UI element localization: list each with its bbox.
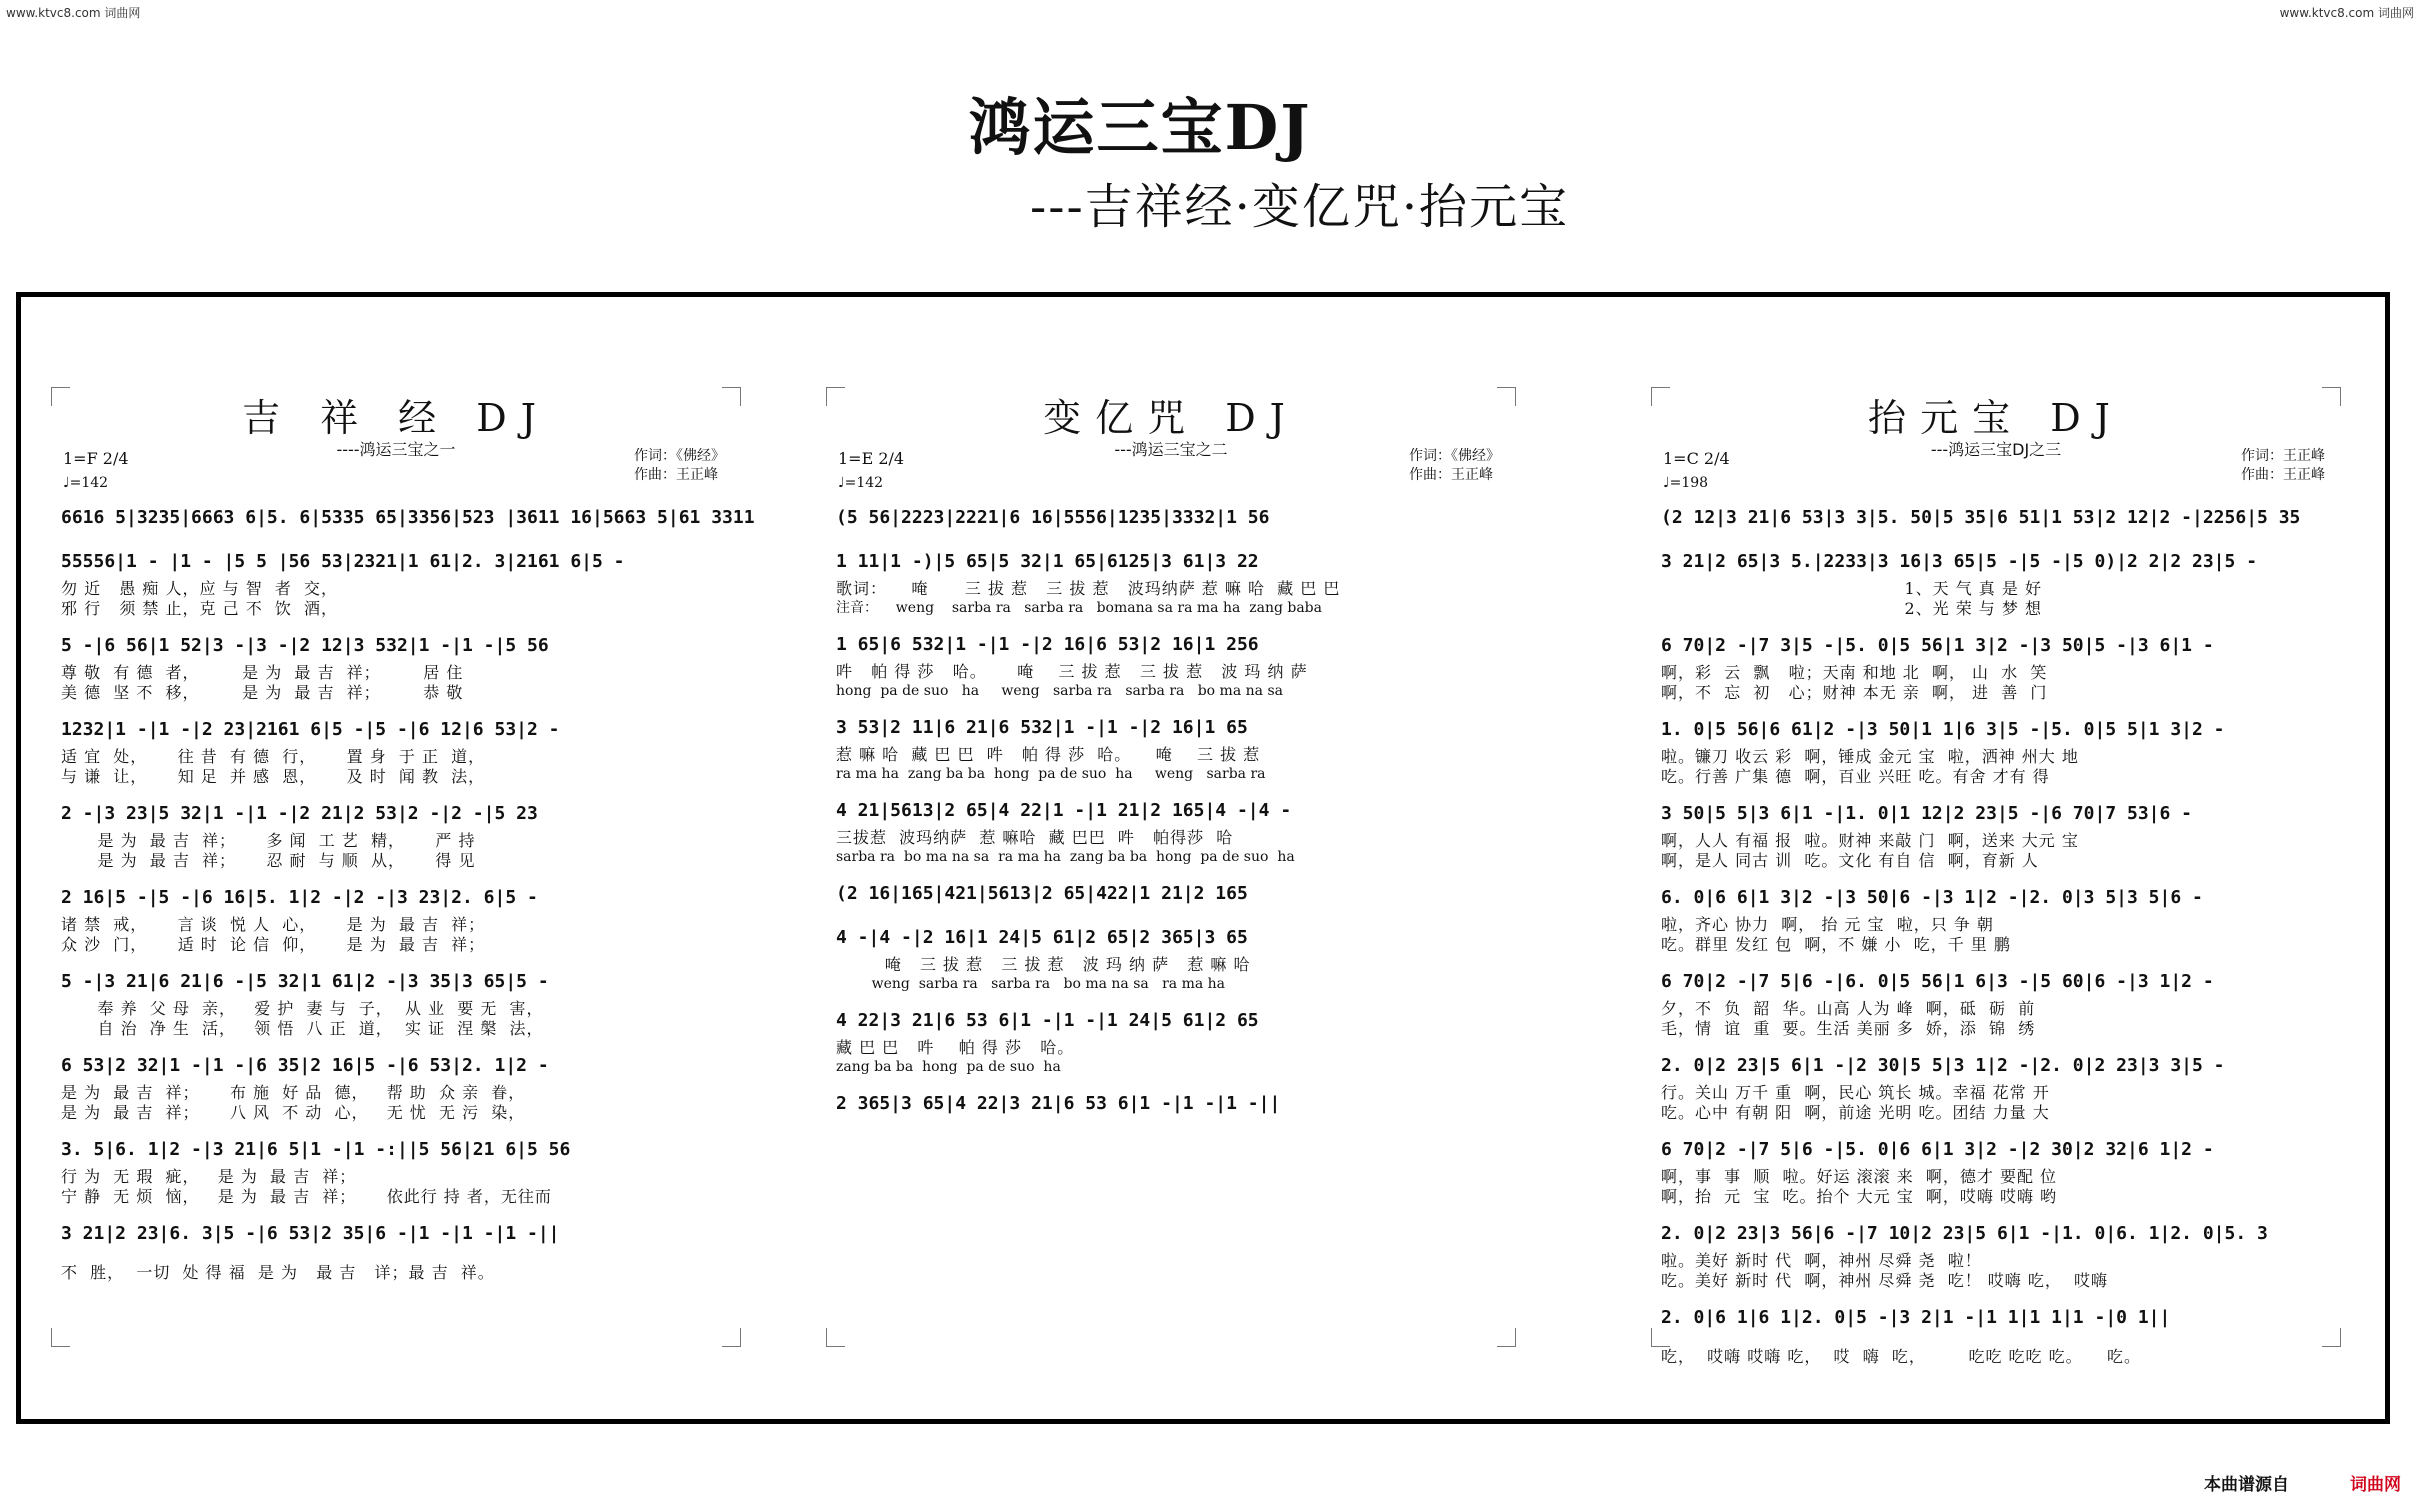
score-line [61, 1219, 731, 1263]
notation-line: 6 70|2 -|7 3|5 -|5. 0|5 56|1 3|2 -|3 50|5 -|3 6|1 - [1661, 635, 2214, 656]
score-body [61, 503, 755, 1295]
composer: 作曲：王正峰 [1409, 467, 1493, 483]
notation-line: (5 56|2223|2221|6 16|5556|1235|3332|1 56 [836, 507, 1270, 528]
score-line [61, 799, 731, 883]
score-line [1661, 1303, 2331, 1347]
credits [1409, 447, 1500, 485]
lyric-line: 吃。群里 发红 包 啊，不 嫌 小 吃，千 里 鹏 [1661, 935, 2011, 954]
footer-source-label: 本曲谱源自 [2204, 1475, 2289, 1495]
pinyin-line: sarba ra bo ma na sa ra ma ha zang ba ba hong pa de suo ha [836, 849, 1295, 865]
lyricist: 作词：《佛经》 [1409, 448, 1500, 464]
song-title: 吉 祥 经 DJ [242, 396, 550, 440]
score-line [836, 796, 1506, 879]
score-line [61, 547, 731, 631]
pinyin-line: zang ba ba hong pa de suo ha [836, 1059, 1061, 1075]
score-line [836, 713, 1506, 796]
song-title: 抬元宝 DJ [1868, 396, 2124, 440]
lyric-line: 毛，情 谊 重 要。生活 美丽 多 娇，添 锦 绣 [1661, 1019, 2036, 1038]
lyric-line: 藏 巴 巴 吽 帕 得 莎 哈。 [836, 1038, 1075, 1057]
lyric-line: 吽 帕 得 莎 哈。 唵 三 拔 惹 三 拔 惹 波 玛 纳 萨 [836, 662, 1308, 681]
lyric-line: 是 为 最 吉 祥； 八 风 不 动 心， 无 忧 无 污 染， [61, 1103, 526, 1122]
score-line [61, 715, 731, 799]
lyric-line: 1、天 气 真 是 好 [1661, 579, 2042, 598]
lyric-line: 夕，不 负 韶 华。山高 人为 峰 啊，砥 砺 前 [1661, 999, 2036, 1018]
lyric-line: 自 治 净 生 活， 领 悟 八 正 道， 实 证 涅 槃 法， [61, 1019, 544, 1038]
lyric-line: 吃。心中 有朝 阳 啊，前途 光明 吃。团结 力量 大 [1661, 1103, 2050, 1122]
notation-line: 3 53|2 11|6 21|6 532|1 -|1 -|2 16|1 65 [836, 717, 1248, 738]
footer-brand: 词曲网 [2350, 1475, 2401, 1495]
score-line [836, 630, 1506, 713]
pinyin-line: ra ma ha zang ba ba hong pa de suo ha weng sarba ra [836, 766, 1266, 782]
lyric-line: 勿 近 愚 痴 人，应 与 智 者 交， [61, 579, 339, 598]
score-line [1661, 715, 2331, 799]
lyric-line: 宁 静 无 烦 恼， 是 为 最 吉 祥； 依此行 持 者，无往而 [61, 1187, 552, 1206]
score-frame [16, 292, 2390, 1424]
notation-line: 4 22|3 21|6 53 6|1 -|1 -|1 24|5 61|2 65 [836, 1010, 1259, 1031]
lyric-line: 啦。美好 新时 代 啊，神州 尽舜 尧 啦！ [1661, 1251, 1982, 1270]
score-line [1661, 631, 2331, 715]
site-watermark-right: www.ktvc8.com 词曲网 [2279, 6, 2414, 20]
song-subtitle: ----鸿运三宝之一 [336, 440, 456, 459]
notation-line: 3 21|2 23|6. 3|5 -|6 53|2 35|6 -|1 -|1 -|1 -|| [61, 1223, 560, 1244]
notation-line: (2 12|3 21|6 53|3 3|5. 50|5 35|6 51|1 53|2 12|2 -|2256|5 35 [1661, 507, 2301, 528]
score-line [1661, 503, 2331, 547]
composer: 作曲：王正峰 [2241, 467, 2325, 483]
score-body [1661, 503, 2331, 1379]
notation-line: 2 -|3 23|5 32|1 -|1 -|2 21|2 53|2 -|2 -|5 23 [61, 803, 538, 824]
score-line [1661, 799, 2331, 883]
lyric-line: 2、光 荣 与 梦 想 [1661, 599, 2042, 618]
lyric-line: 吃。行善 广集 德 啊，百业 兴旺 吃。有舍 才有 得 [1661, 767, 2050, 786]
score-line [1661, 1051, 2331, 1135]
site-watermark-left: www.ktvc8.com 词曲网 [6, 6, 141, 20]
composer: 作曲：王正峰 [634, 467, 718, 483]
song-subtitle: ---鸿运三宝DJ之三 [1930, 440, 2062, 459]
notation-line: 1 11|1 -)|5 65|5 32|1 65|6125|3 61|3 22 [836, 551, 1259, 572]
notation-line: 2. 0|2 23|5 6|1 -|2 30|5 5|3 1|2 -|2. 0|2 23|3 3|5 - [1661, 1055, 2225, 1076]
notation-line: 3 21|2 65|3 5.|2233|3 16|3 65|5 -|5 -|5 0)|2 2|2 23|5 - [1661, 551, 2258, 572]
lyric-line: 歌词： 唵 三 拔 惹 三 拔 惹 波玛纳萨 惹 嘛 哈 藏 巴 巴 [836, 579, 1341, 598]
notation-line: 6616 5|3235|6663 6|5. 6|5335 65|3356|523 |3611 16|5663 5|61 3311 [61, 507, 755, 528]
lyric-line: 三拔惹 波玛纳萨 惹 嘛哈 藏 巴巴 吽 帕得莎 哈 [836, 828, 1234, 847]
key-signature: 1=F 2/4 [63, 449, 129, 468]
score-line [61, 883, 731, 967]
score-line [836, 1089, 1506, 1133]
lyric-line: 不 胜， 一切 处 得 福 是 为 最 吉 详；最 吉 祥。 [61, 1263, 495, 1282]
score-line [836, 547, 1506, 630]
lyric-line: 惹 嘛 哈 藏 巴 巴 吽 帕 得 莎 哈。 唵 三 拔 惹 [836, 745, 1261, 764]
lyric-line: 吃， 哎嗨 哎嗨 吃， 哎 嗨 吃， 吃吃 吃吃 吃。 吃。 [1661, 1347, 2141, 1366]
notation-line: 2. 0|2 23|3 56|6 -|7 10|2 23|5 6|1 -|1. 0|6. 1|2. 0|5. 3 [1661, 1223, 2268, 1244]
notation-line: 2 365|3 65|4 22|3 21|6 53 6|1 -|1 -|1 -|| [836, 1093, 1281, 1114]
score-body [836, 503, 1506, 1133]
score-line [1661, 1219, 2331, 1303]
lyric-line: 啊，抬 元 宝 吃。抬个 大元 宝 啊，哎嗨 哎嗨 哟 [1661, 1187, 2058, 1206]
lyric-line: 啊，事 事 顺 啦。好运 滚滚 来 啊，德才 要配 位 [1661, 1167, 2058, 1186]
lyric-line: 啦，齐心 协力 啊， 抬 元 宝 啦，只 争 朝 [1661, 915, 1994, 934]
notation-line: (2 16|165|421|5613|2 65|422|1 21|2 165 [836, 883, 1248, 904]
notation-line: 1 65|6 532|1 -|1 -|2 16|6 53|2 16|1 256 [836, 634, 1259, 655]
notation-line: 3. 5|6. 1|2 -|3 21|6 5|1 -|1 -:||5 56|21 6|5 56 [61, 1139, 571, 1160]
lyricist: 作词：《佛经》 [634, 448, 725, 464]
lyric-line: 啊，彩 云 飘 啦；天南 和地 北 啊， 山 水 笑 [1661, 663, 2048, 682]
lyric-line: 啊，人人 有福 报 啦。财神 来敲 门 啊，送来 大元 宝 [1661, 831, 2079, 850]
lyric-line: 是 为 最 吉 祥； 忍 耐 与 顺 从， 得 见 [61, 851, 476, 870]
score-line [1661, 1347, 2331, 1379]
key-signature: 1=E 2/4 [838, 449, 905, 468]
notation-line: 1232|1 -|1 -|2 23|2161 6|5 -|5 -|6 12|6 53|2 - [61, 719, 560, 740]
lyric-line: 与 谦 让， 知 足 并 感 恩， 及 时 闻 教 法， [61, 767, 486, 786]
credits [634, 447, 725, 485]
lyricist: 作词：王正峰 [2241, 448, 2325, 464]
lyric-line: 邪 行 须 禁 止，克 己 不 饮 酒， [61, 599, 339, 618]
notation-line: 5 -|3 21|6 21|6 -|5 32|1 61|2 -|3 35|3 65|5 - [61, 971, 549, 992]
score-line [1661, 547, 2331, 631]
notation-line: 6 70|2 -|7 5|6 -|6. 0|5 56|1 6|3 -|5 60|6 -|3 1|2 - [1661, 971, 2214, 992]
lyric-line: 吃。美好 新时 代 啊，神州 尽舜 尧 吃！ 哎嗨 吃， 哎嗨 [1661, 1271, 2109, 1290]
notation-line: 6. 0|6 6|1 3|2 -|3 50|6 -|3 1|2 -|2. 0|3 5|3 5|6 - [1661, 887, 2203, 908]
score-page-bianyizhou [826, 387, 1516, 1347]
lyric-line: 行。关山 万千 重 啊，民心 筑长 城。幸福 花常 开 [1661, 1083, 2050, 1102]
notation-line: 4 -|4 -|2 16|1 24|5 61|2 65|2 365|3 65 [836, 927, 1248, 948]
notation-line: 6 70|2 -|7 5|6 -|5. 0|6 6|1 3|2 -|2 30|2 32|6 1|2 - [1661, 1139, 2214, 1160]
main-title: 鸿运三宝DJ [968, 91, 1312, 164]
lyric-line: 啦。镰刀 收云 彩 啊，锤成 金元 宝 啦，洒神 州大 地 [1661, 747, 2079, 766]
score-line [836, 1006, 1506, 1089]
score-line [61, 631, 731, 715]
credits [2241, 447, 2325, 485]
lyric-line: 众 沙 门， 适 时 论 信 仰， 是 为 最 吉 祥； [61, 935, 486, 954]
score-line [836, 923, 1506, 1006]
score-line [61, 967, 731, 1051]
pinyin-line: hong pa de suo ha weng sarba ra sarba ra bo ma na sa [836, 683, 1283, 699]
tempo-mark: ♩=198 [1663, 475, 1709, 491]
notation-line: 6 53|2 32|1 -|1 -|6 35|2 16|5 -|6 53|2. 1|2 - [61, 1055, 549, 1076]
score-page-taiyuanbao [1651, 387, 2341, 1366]
notation-line: 2. 0|6 1|6 1|2. 0|5 -|3 2|1 -|1 1|1 1|1 -|0 1|| [1661, 1307, 2171, 1328]
score-line [1661, 883, 2331, 967]
notation-line: 5 -|6 56|1 52|3 -|3 -|2 12|3 532|1 -|1 -|5 56 [61, 635, 549, 656]
score-page-jixiangjing [51, 387, 755, 1347]
tempo-mark: ♩=142 [63, 475, 109, 491]
lyric-line: 是 为 最 吉 祥； 布 施 好 品 德， 帮 助 众 亲 眷， [61, 1083, 526, 1102]
key-signature: 1=C 2/4 [1663, 449, 1730, 468]
notation-line: 3 50|5 5|3 6|1 -|1. 0|1 12|2 23|5 -|6 70|7 53|6 - [1661, 803, 2193, 824]
lyric-line: 是 为 最 吉 祥； 多 闻 工 艺 精， 严 持 [61, 831, 476, 850]
song-subtitle: ---鸿运三宝之二 [1114, 440, 1228, 459]
score-line [1661, 967, 2331, 1051]
notation-line: 2 16|5 -|5 -|6 16|5. 1|2 -|2 -|3 23|2. 6|5 - [61, 887, 538, 908]
lyric-line: 啊，不 忘 初 心；财神 本无 亲 啊， 进 善 门 [1661, 683, 2048, 702]
song-title: 变亿咒 DJ [1043, 396, 1299, 440]
lyric-line: 适 宜 处， 往 昔 有 德 行， 置 身 于 正 道， [61, 747, 486, 766]
lyric-line: 行 为 无 瑕 疵， 是 为 最 吉 祥； [61, 1167, 357, 1186]
pinyin-line: 注音： weng sarba ra sarba ra bomana sa ra ma ha zang baba [836, 600, 1322, 616]
score-line [61, 1051, 731, 1135]
tempo-mark: ♩=142 [838, 475, 884, 491]
score-line [61, 503, 755, 547]
pinyin-line: weng sarba ra sarba ra bo ma na sa ra ma ha [836, 976, 1226, 992]
lyric-line: 尊 敬 有 德 者， 是 为 最 吉 祥； 居 住 [61, 663, 464, 682]
lyric-line: 诸 禁 戒， 言 谈 悦 人 心， 是 为 最 吉 祥； [61, 915, 486, 934]
sub-title: ---吉祥经·变亿咒·抬元宝 [1030, 179, 1570, 235]
notation-line: 55556|1 - |1 - |5 5 |56 53|2321|1 61|2. 3|2161 6|5 - [61, 551, 625, 572]
lyric-line: 啊，是人 同古 训 吃。文化 有自 信 啊，育新 人 [1661, 851, 2039, 870]
score-line [1661, 1135, 2331, 1219]
notation-line: 4 21|5613|2 65|4 22|1 -|1 21|2 165|4 -|4 - [836, 800, 1292, 821]
score-line [61, 1263, 731, 1295]
lyric-line: 奉 养 父 母 亲， 爱 护 妻 与 子， 从 业 要 无 害， [61, 999, 544, 1018]
notation-line: 1. 0|5 56|6 61|2 -|3 50|1 1|6 3|5 -|5. 0|5 5|1 3|2 - [1661, 719, 2225, 740]
lyric-line: 唵 三 拔 惹 三 拔 惹 波 玛 纳 萨 惹 嘛 哈 [836, 955, 1251, 974]
score-line [836, 879, 1506, 923]
lyric-line: 美 德 坚 不 移， 是 为 最 吉 祥； 恭 敬 [61, 683, 464, 702]
score-line [61, 1135, 731, 1219]
score-line [836, 503, 1506, 547]
